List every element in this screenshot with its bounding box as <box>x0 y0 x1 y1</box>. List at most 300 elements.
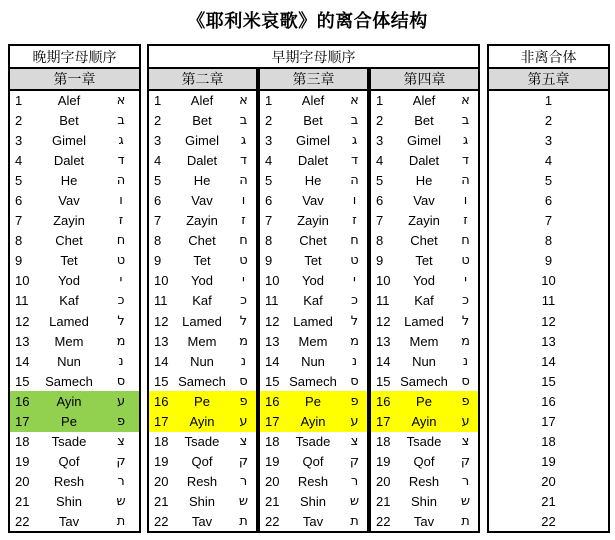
cell-number: 20 <box>9 472 35 492</box>
cell-letter-name: Samech <box>289 373 337 389</box>
cell-number: 19 <box>488 452 609 472</box>
cell-hebrew-letter: ש <box>231 492 257 512</box>
cell-hebrew-letter: ע <box>231 412 257 432</box>
table-row <box>488 150 609 170</box>
cell-hebrew-letter: ח <box>342 231 368 251</box>
cell-letter-name: Tet <box>193 253 211 269</box>
cell-letter-name: Kaf <box>303 293 323 309</box>
cell-letter-name: Yod <box>302 273 324 289</box>
cell-hebrew-letter: צ <box>453 432 479 452</box>
table-row <box>9 130 140 150</box>
cell-number: 14 <box>148 351 173 371</box>
table-row <box>148 452 479 472</box>
cell-number: 7 <box>259 211 284 231</box>
cell-letter-name: Tet <box>60 253 78 269</box>
cell-letter-name: Yod <box>58 273 80 289</box>
table-row <box>9 391 140 411</box>
cell-hebrew-letter: צ <box>231 432 257 452</box>
cell-hebrew-letter: ג <box>231 130 257 150</box>
table-row <box>488 110 609 130</box>
cell-number: 22 <box>9 512 35 532</box>
cell-number: 19 <box>9 452 35 472</box>
cell-number: 21 <box>488 492 609 512</box>
cell-number: 21 <box>370 492 395 512</box>
table-row <box>148 512 479 532</box>
cell-letter-name: Kaf <box>192 293 212 309</box>
cell-number: 2 <box>259 110 284 130</box>
cell-letter-name: Samech <box>178 373 226 389</box>
cell-number: 3 <box>370 130 395 150</box>
cell-number: 11 <box>9 291 35 311</box>
cell-letter-name: Qof <box>191 454 213 470</box>
cell-letter-name: Samech <box>400 373 448 389</box>
cell-hebrew-letter: ה <box>103 170 140 190</box>
cell-letter-name: Bet <box>303 112 323 128</box>
table-row <box>488 452 609 472</box>
cell-hebrew-letter: ל <box>103 311 140 331</box>
cell-letter-name: Vav <box>302 193 324 209</box>
cell-letter-name: Tav <box>395 512 453 532</box>
table-row <box>488 432 609 452</box>
cell-number: 10 <box>259 271 284 291</box>
cell-letter-name: Tav <box>35 512 103 532</box>
cell-number: 15 <box>9 371 35 391</box>
table-row <box>9 251 140 271</box>
cell-letter-name: Yod <box>191 273 213 289</box>
cell-number: 17 <box>488 412 609 432</box>
cell-number: 20 <box>259 472 284 492</box>
table-row <box>148 271 479 291</box>
cell-hebrew-letter: ת <box>103 512 140 532</box>
cell-letter-name: Qof <box>58 454 80 470</box>
cell-letter-name: Bet <box>414 112 434 128</box>
cell-hebrew-letter: פ <box>231 391 257 411</box>
cell-hebrew-letter: ו <box>342 190 368 210</box>
cell-number: 4 <box>9 150 35 170</box>
cell-hebrew-letter: י <box>453 271 479 291</box>
cell-number: 2 <box>488 110 609 130</box>
cell-hebrew-letter: ס <box>342 371 368 391</box>
cell-letter-name: Resh <box>297 474 329 490</box>
table-row <box>148 251 479 271</box>
cell-hebrew-letter: פ <box>103 412 140 432</box>
cell-hebrew-letter: פ <box>453 391 479 411</box>
table-row <box>9 170 140 190</box>
table-row <box>9 371 140 391</box>
cell-hebrew-letter: ח <box>231 231 257 251</box>
cell-letter-name: Mem <box>298 333 328 349</box>
cell-hebrew-letter: נ <box>103 351 140 371</box>
cell-number: 11 <box>148 291 173 311</box>
cell-letter-name: Ayin <box>173 412 231 432</box>
cell-number: 8 <box>148 231 173 251</box>
cell-number: 10 <box>148 271 173 291</box>
non-acrostic-group-header: 非离合体 <box>488 45 609 68</box>
table-row <box>148 211 479 231</box>
cell-number: 18 <box>148 432 173 452</box>
cell-letter-name: Shin <box>299 494 327 510</box>
table-row <box>9 291 140 311</box>
cell-hebrew-letter: ת <box>453 512 479 532</box>
cell-number: 19 <box>259 452 284 472</box>
cell-hebrew-letter: ק <box>342 452 368 472</box>
table-row <box>488 291 609 311</box>
cell-number: 13 <box>148 331 173 351</box>
table-row <box>9 472 140 492</box>
cell-letter-name: Gimel <box>185 132 219 148</box>
table-row <box>148 291 479 311</box>
cell-number: 7 <box>148 211 173 231</box>
table-row <box>148 110 479 130</box>
cell-number: 5 <box>148 170 173 190</box>
cell-hebrew-letter: י <box>231 271 257 291</box>
cell-letter-name: Kaf <box>59 293 79 309</box>
cell-hebrew-letter: א <box>103 90 140 110</box>
cell-hebrew-letter: ל <box>453 311 479 331</box>
cell-number: 6 <box>370 190 395 210</box>
cell-number: 13 <box>370 331 395 351</box>
table-row <box>488 331 609 351</box>
cell-letter-name: Samech <box>45 373 93 389</box>
cell-number: 19 <box>370 452 395 472</box>
cell-number: 16 <box>488 391 609 411</box>
table-row <box>148 231 479 251</box>
cell-hebrew-letter: ז <box>342 211 368 231</box>
cell-letter-name: Kaf <box>414 293 434 309</box>
cell-hebrew-letter: ר <box>231 472 257 492</box>
table-row <box>488 492 609 512</box>
cell-number: 3 <box>148 130 173 150</box>
cell-hebrew-letter: ד <box>103 150 140 170</box>
cell-hebrew-letter: א <box>231 90 257 110</box>
cell-hebrew-letter: ד <box>342 150 368 170</box>
cell-hebrew-letter: כ <box>342 291 368 311</box>
cell-hebrew-letter: ר <box>342 472 368 492</box>
cell-letter-name: Vav <box>58 193 80 209</box>
cell-number: 18 <box>370 432 395 452</box>
table-row <box>488 512 609 532</box>
cell-number: 20 <box>148 472 173 492</box>
cell-letter-name: Bet <box>192 112 212 128</box>
cell-letter-name: Tsade <box>184 434 220 450</box>
cell-number: 9 <box>9 251 35 271</box>
early-order-block <box>147 44 480 533</box>
cell-letter-name: Qof <box>302 454 324 470</box>
chapter5-header: 第五章 <box>488 68 609 90</box>
cell-letter-name: He <box>415 172 433 188</box>
cell-letter-name: Ayin <box>284 412 342 432</box>
cell-letter-name: Dalet <box>53 152 85 168</box>
table-row <box>148 472 479 492</box>
cell-hebrew-letter: ב <box>231 110 257 130</box>
cell-letter-name: Lamed <box>182 313 222 329</box>
cell-letter-name: Gimel <box>407 132 441 148</box>
cell-hebrew-letter: ז <box>231 211 257 231</box>
cell-letter-name: Pe <box>173 391 231 411</box>
table-row <box>488 211 609 231</box>
cell-number: 9 <box>488 251 609 271</box>
table-row <box>9 150 140 170</box>
table-row <box>9 452 140 472</box>
cell-number: 11 <box>259 291 284 311</box>
cell-hebrew-letter: ל <box>342 311 368 331</box>
cell-hebrew-letter: מ <box>103 331 140 351</box>
cell-number: 16 <box>370 391 395 411</box>
table-row <box>9 432 140 452</box>
cell-number: 16 <box>148 391 173 411</box>
page-title: 《耶利米哀歌》的离合体结构 <box>187 11 428 31</box>
table-row <box>488 412 609 432</box>
table-row <box>488 190 609 210</box>
cell-hebrew-letter: ו <box>231 190 257 210</box>
cell-hebrew-letter: ת <box>342 512 368 532</box>
cell-hebrew-letter: נ <box>231 351 257 371</box>
cell-hebrew-letter: ר <box>103 472 140 492</box>
cell-number: 7 <box>370 211 395 231</box>
cell-number: 10 <box>370 271 395 291</box>
cell-number: 15 <box>259 371 284 391</box>
cell-hebrew-letter: ט <box>231 251 257 271</box>
cell-number: 1 <box>488 90 609 110</box>
cell-number: 21 <box>259 492 284 512</box>
cell-number: 12 <box>259 311 284 331</box>
cell-number: 5 <box>370 170 395 190</box>
cell-hebrew-letter: ע <box>453 412 479 432</box>
cell-number: 12 <box>9 311 35 331</box>
cell-hebrew-letter: ו <box>103 190 140 210</box>
cell-letter-name: Alef <box>190 93 214 109</box>
cell-number: 15 <box>370 371 395 391</box>
table-row <box>148 90 479 110</box>
table-row <box>488 472 609 492</box>
cell-hebrew-letter: פ <box>342 391 368 411</box>
cell-letter-name: Tav <box>284 512 342 532</box>
cell-number: 4 <box>259 150 284 170</box>
cell-hebrew-letter: נ <box>453 351 479 371</box>
cell-number: 13 <box>488 331 609 351</box>
cell-letter-name: Alef <box>57 93 81 109</box>
table-row <box>9 512 140 532</box>
table-row <box>488 351 609 371</box>
cell-hebrew-letter: ק <box>453 452 479 472</box>
cell-letter-name: Resh <box>408 474 440 490</box>
cell-hebrew-letter: ב <box>103 110 140 130</box>
cell-number: 22 <box>148 512 173 532</box>
table-row <box>488 170 609 190</box>
cell-number: 3 <box>259 130 284 150</box>
table-row <box>9 351 140 371</box>
chapter3-header: 第三章 <box>259 68 368 90</box>
cell-number: 8 <box>259 231 284 251</box>
table-row <box>9 190 140 210</box>
cell-letter-name: Pe <box>395 391 453 411</box>
cell-number: 21 <box>148 492 173 512</box>
cell-number: 13 <box>9 331 35 351</box>
cell-hebrew-letter: ה <box>453 170 479 190</box>
cell-hebrew-letter: מ <box>342 331 368 351</box>
cell-letter-name: Chet <box>299 233 327 249</box>
cell-hebrew-letter: צ <box>103 432 140 452</box>
cell-number: 6 <box>259 190 284 210</box>
cell-hebrew-letter: ק <box>231 452 257 472</box>
cell-number: 1 <box>9 90 35 110</box>
table-row <box>488 271 609 291</box>
cell-letter-name: Alef <box>412 93 436 109</box>
cell-letter-name: Bet <box>59 112 79 128</box>
early-order-group-header: 早期字母顺序 <box>148 45 479 68</box>
cell-number: 7 <box>488 211 609 231</box>
cell-hebrew-letter: ז <box>453 211 479 231</box>
cell-number: 17 <box>259 412 284 432</box>
table-row <box>9 311 140 331</box>
cell-number: 5 <box>488 170 609 190</box>
cell-letter-name: Zayin <box>53 213 85 229</box>
cell-hebrew-letter: ד <box>231 150 257 170</box>
cell-letter-name: Chet <box>55 233 83 249</box>
cell-hebrew-letter: ע <box>342 412 368 432</box>
cell-hebrew-letter: ק <box>103 452 140 472</box>
cell-hebrew-letter: ס <box>231 371 257 391</box>
cell-number: 12 <box>148 311 173 331</box>
cell-number: 19 <box>148 452 173 472</box>
cell-hebrew-letter: ר <box>453 472 479 492</box>
cell-letter-name: Nun <box>57 353 81 369</box>
cell-number: 17 <box>148 412 173 432</box>
cell-number: 8 <box>488 231 609 251</box>
cell-letter-name: Chet <box>188 233 216 249</box>
cell-number: 14 <box>370 351 395 371</box>
cell-letter-name: Dalet <box>186 152 218 168</box>
cell-number: 1 <box>370 90 395 110</box>
cell-number: 2 <box>370 110 395 130</box>
cell-number: 3 <box>488 130 609 150</box>
cell-number: 9 <box>259 251 284 271</box>
cell-letter-name: Lamed <box>49 313 89 329</box>
cell-hebrew-letter: מ <box>453 331 479 351</box>
table-row <box>148 150 479 170</box>
table-row <box>488 311 609 331</box>
cell-number: 9 <box>148 251 173 271</box>
cell-number: 2 <box>9 110 35 130</box>
cell-number: 6 <box>488 190 609 210</box>
cell-letter-name: Mem <box>409 333 439 349</box>
cell-number: 16 <box>259 391 284 411</box>
cell-number: 20 <box>370 472 395 492</box>
cell-letter-name: He <box>304 172 322 188</box>
cell-letter-name: Zayin <box>186 213 218 229</box>
cell-number: 22 <box>259 512 284 532</box>
cell-hebrew-letter: י <box>342 271 368 291</box>
table-row <box>488 371 609 391</box>
cell-hebrew-letter: ש <box>342 492 368 512</box>
cell-hebrew-letter: ב <box>453 110 479 130</box>
cell-hebrew-letter: ט <box>103 251 140 271</box>
cell-letter-name: Shin <box>55 494 83 510</box>
cell-number: 7 <box>9 211 35 231</box>
cell-letter-name: Nun <box>190 353 214 369</box>
cell-letter-name: Mem <box>187 333 217 349</box>
table-row <box>9 331 140 351</box>
cell-number: 6 <box>9 190 35 210</box>
cell-hebrew-letter: ח <box>103 231 140 251</box>
cell-hebrew-letter: כ <box>231 291 257 311</box>
cell-number: 5 <box>9 170 35 190</box>
table-row <box>148 351 479 371</box>
cell-hebrew-letter: ג <box>103 130 140 150</box>
table-row <box>148 190 479 210</box>
cell-hebrew-letter: נ <box>342 351 368 371</box>
cell-letter-name: Ayin <box>395 412 453 432</box>
cell-number: 17 <box>9 412 35 432</box>
cell-letter-name: He <box>60 172 78 188</box>
cell-hebrew-letter: ל <box>231 311 257 331</box>
cell-number: 16 <box>9 391 35 411</box>
cell-number: 15 <box>488 371 609 391</box>
cell-hebrew-letter: ט <box>342 251 368 271</box>
table-row <box>488 391 609 411</box>
cell-number: 10 <box>488 271 609 291</box>
cell-number: 20 <box>488 472 609 492</box>
table-row <box>488 231 609 251</box>
cell-hebrew-letter: מ <box>231 331 257 351</box>
cell-letter-name: Tet <box>415 253 433 269</box>
cell-hebrew-letter: ג <box>342 130 368 150</box>
cell-number: 6 <box>148 190 173 210</box>
cell-number: 22 <box>488 512 609 532</box>
cell-letter-name: Tav <box>173 512 231 532</box>
table-row <box>148 391 479 411</box>
cell-hebrew-letter: ח <box>453 231 479 251</box>
cell-letter-name: Shin <box>410 494 438 510</box>
cell-letter-name: Tsade <box>406 434 442 450</box>
cell-hebrew-letter: א <box>453 90 479 110</box>
cell-number: 14 <box>259 351 284 371</box>
cell-number: 2 <box>148 110 173 130</box>
cell-hebrew-letter: ש <box>453 492 479 512</box>
cell-hebrew-letter: ג <box>453 130 479 150</box>
cell-hebrew-letter: י <box>103 271 140 291</box>
cell-hebrew-letter: צ <box>342 432 368 452</box>
cell-number: 18 <box>259 432 284 452</box>
cell-hebrew-letter: ו <box>453 190 479 210</box>
table-row <box>488 251 609 271</box>
cell-hebrew-letter: א <box>342 90 368 110</box>
cell-hebrew-letter: כ <box>103 291 140 311</box>
table-row <box>9 492 140 512</box>
table-row <box>9 271 140 291</box>
cell-letter-name: Gimel <box>296 132 330 148</box>
cell-letter-name: Zayin <box>297 213 329 229</box>
cell-letter-name: Vav <box>191 193 213 209</box>
cell-number: 17 <box>370 412 395 432</box>
cell-letter-name: Tet <box>304 253 322 269</box>
cell-letter-name: Pe <box>35 412 103 432</box>
table-row <box>148 130 479 150</box>
cell-letter-name: Lamed <box>293 313 333 329</box>
table-row <box>488 130 609 150</box>
table-row <box>9 110 140 130</box>
cell-number: 11 <box>488 291 609 311</box>
cell-hebrew-letter: ס <box>103 371 140 391</box>
cell-letter-name: Nun <box>301 353 325 369</box>
chapter4-header: 第四章 <box>370 68 479 90</box>
table-row <box>148 331 479 351</box>
cell-number: 14 <box>488 351 609 371</box>
late-order-block <box>8 44 141 533</box>
cell-hebrew-letter: ה <box>342 170 368 190</box>
cell-number: 11 <box>370 291 395 311</box>
chapters2-4-table <box>147 44 480 533</box>
